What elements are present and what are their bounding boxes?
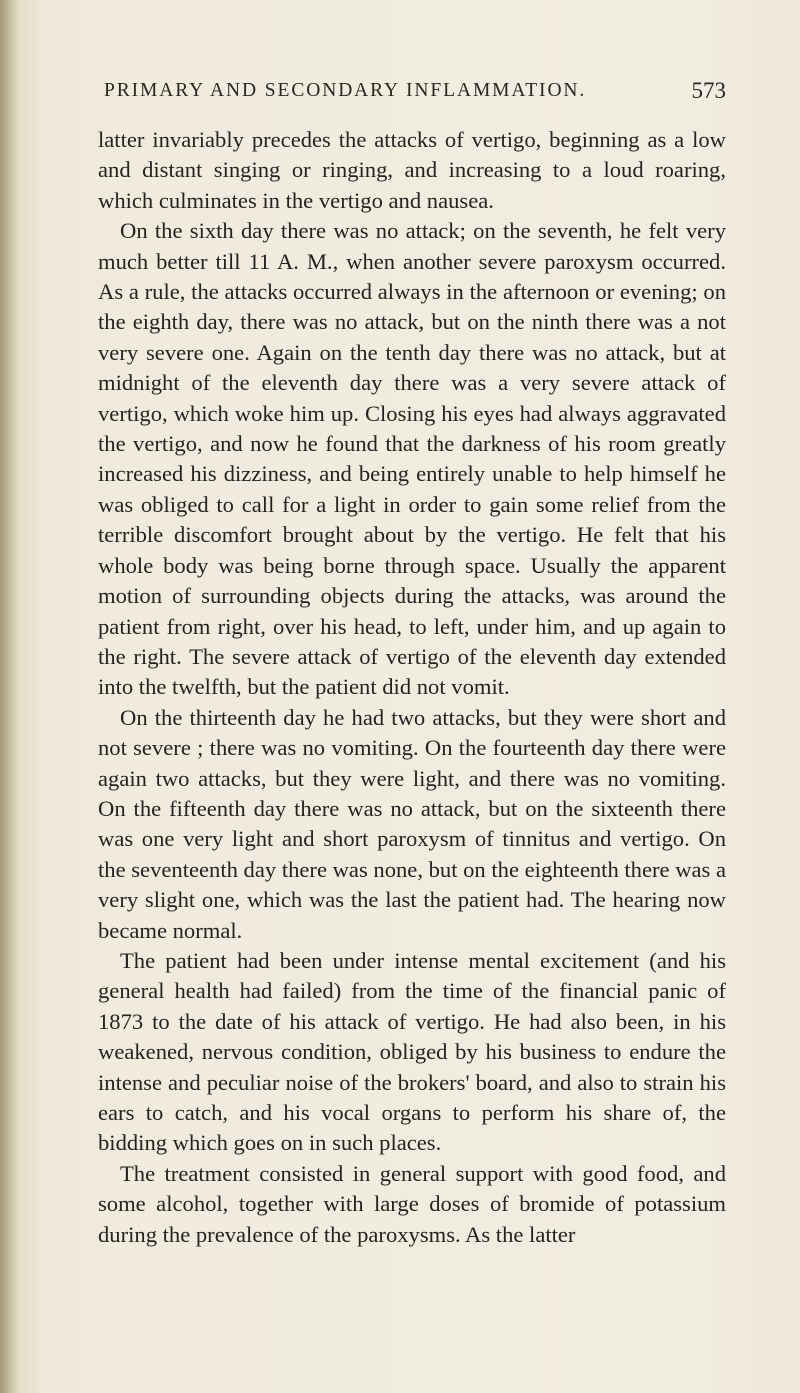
page-number: 573 xyxy=(691,78,726,103)
paragraph: The patient had been under intense mental excitement (and his general health had failed) from the time of the financial panic of 1873 to the date of his attack of vertigo. He had also been, in his weakened, nervous condition, obliged by his business to endure the intense and peculiar noise of the brokers' board, and also to strain his ears to catch, and his vocal organs to perform his share of, the bidding which goes on in such places. xyxy=(98,947,726,1156)
running-head-title: PRIMARY AND SECONDARY INFLAMMATION. xyxy=(104,80,587,101)
binding-gutter-shadow xyxy=(0,0,18,1393)
paragraph: On the sixth day there was no attack; on the seventh, he felt very much better till 11 A. M., when another severe paroxysm occurred. As a rule, the attacks occurred always in the afternoon or evening; on the eighth day, there was no attack, but on the ninth there was a not very severe one. Again on the tenth day there was no attack, but at midnight of the eleventh day there was a very severe attack of vertigo, which woke him up. Closing his eyes had always aggravated the vertigo, and now he found that the darkness of his room greatly increased his dizziness, and being entirely unable to help himself he was obliged to call for a light in order to gain some relief from the terrible discomfort brought about by the vertigo. He felt that his whole body was being borne through space. Usually the apparent motion of surrounding objects during the attacks, was around the patient from right, over his head, to left, under him, and up again to the right. The severe attack of vertigo of the eleventh day extended into the twelfth, but the patient did not vomit. xyxy=(98,218,726,700)
body-text xyxy=(98,125,726,1250)
running-head xyxy=(98,78,726,108)
paragraph-continued: latter invariably precedes the attacks of vertigo, beginning as a low and distant singing or ringing, and increasing to a loud roaring, which culminates in the vertigo and nausea. xyxy=(98,127,726,213)
paragraph: On the thirteenth day he had two attacks, but they were short and not severe ; there was no vomiting. On the fourteenth day there were again two attacks, but they were light, and there was no vomiting. On the fifteenth day there was no attack, but on the sixteenth there was one very light and short paroxysm of tinnitus and vertigo. On the seventeenth day there was none, but on the eighteenth there was a very slight one, which was the last the patient had. The hearing now became normal. xyxy=(98,704,727,943)
paragraph: The treatment consisted in general support with good food, and some alcohol, together with large doses of bromide of potassium during the prevalence of the paroxysms. As the latter xyxy=(98,1160,726,1247)
